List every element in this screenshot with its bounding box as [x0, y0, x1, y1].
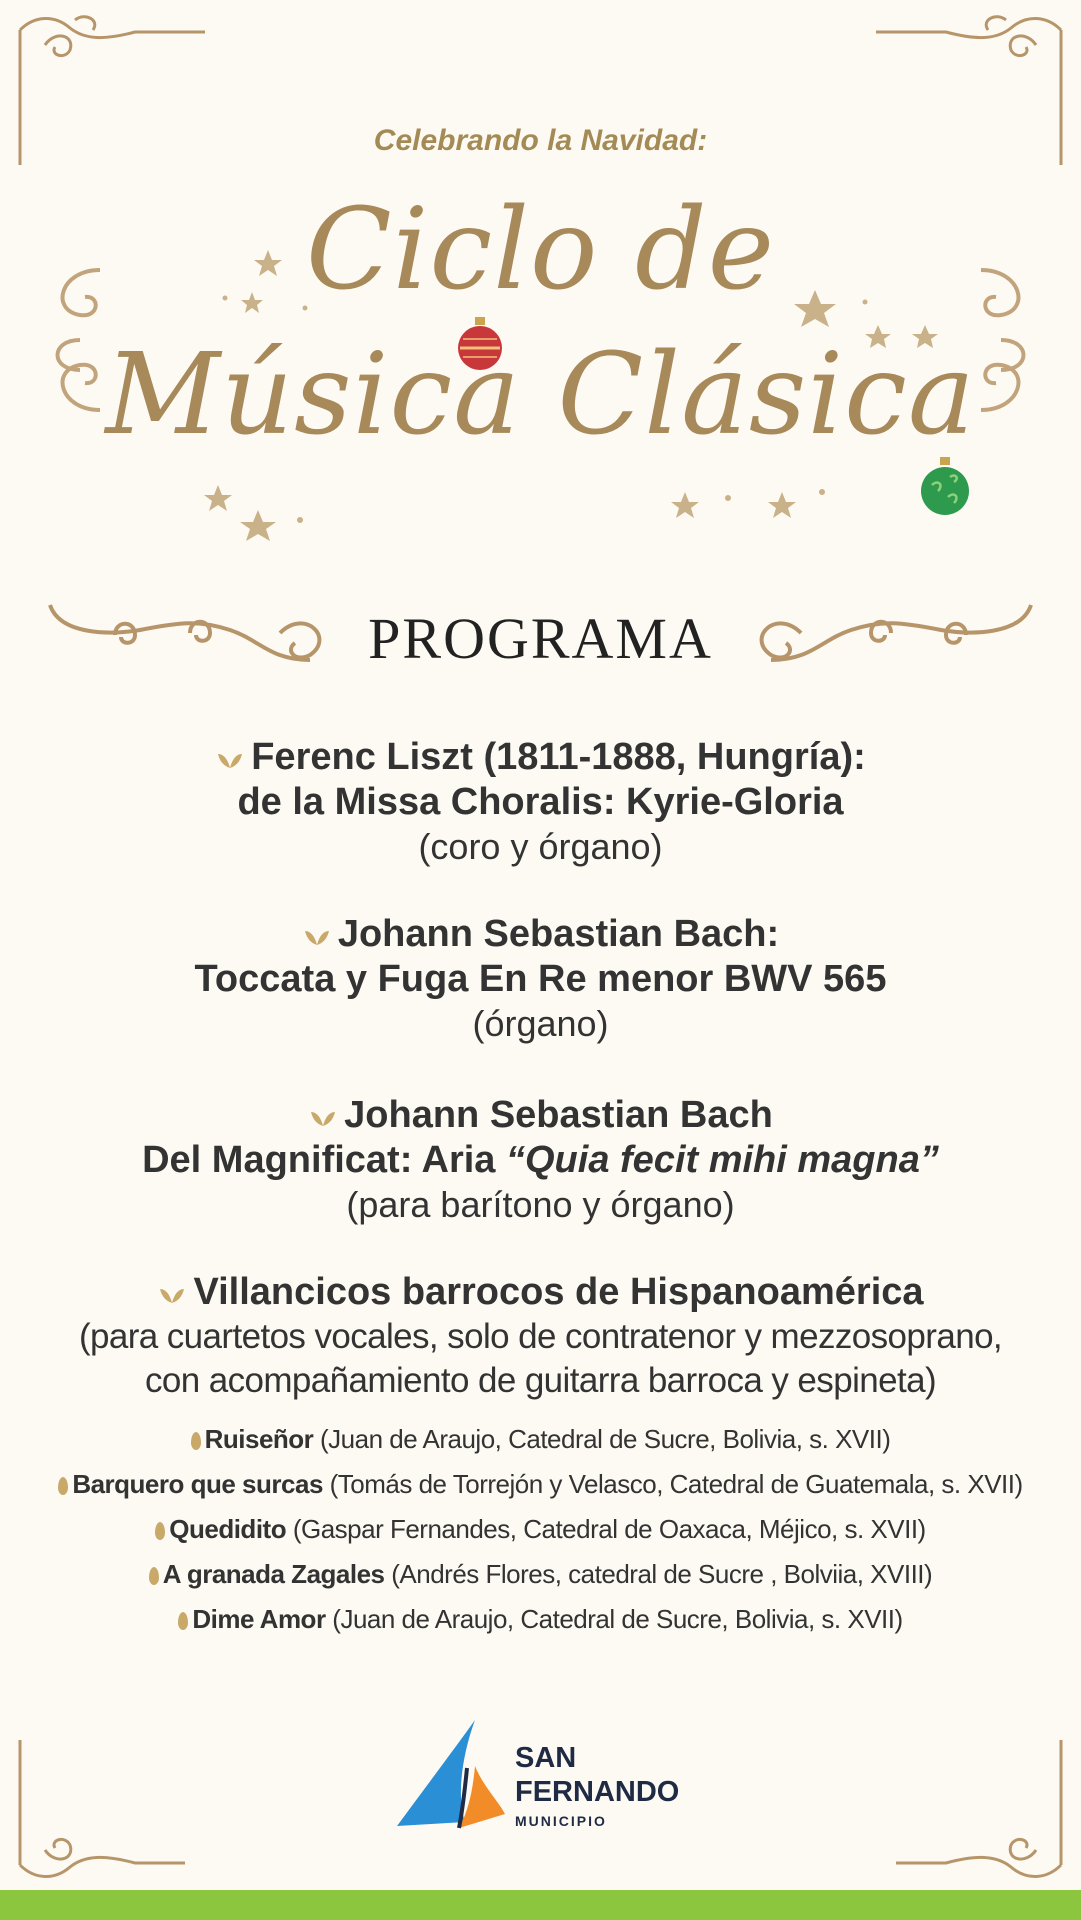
- leaf-icon: [302, 925, 332, 947]
- corner-ornament-bottom-left: [15, 1735, 215, 1885]
- logo-text-municipio: MUNICIPIO: [515, 1813, 607, 1829]
- item-title-line: Toccata y Fuga En Re menor BWV 565: [194, 958, 887, 1000]
- subtitle: Celebrando la Navidad:: [373, 124, 708, 157]
- title-line-1: Ciclo de: [305, 185, 776, 315]
- villancicos-list: [0, 1417, 1081, 1642]
- list-item: Barquero que surcas (Tomás de Torrejón y Velasco, Catedral de Guatemala, s. XVII): [0, 1462, 1081, 1507]
- green-bauble-ornament: [918, 455, 972, 519]
- drop-bullet-icon: [178, 1612, 188, 1630]
- leaf-icon: [308, 1106, 338, 1128]
- item-title-line: Johann Sebastian Bach: [344, 1094, 773, 1136]
- list-item: A granada Zagales (Andrés Flores, catedral de Sucre , Bolviia, XVIII): [0, 1552, 1081, 1597]
- title-line-2: Música Clásica: [105, 330, 976, 460]
- item-title-line: Johann Sebastian Bach:: [337, 913, 780, 955]
- item-note-line: con acompañamiento de guitarra barroca y espineta): [144, 1361, 937, 1400]
- drop-bullet-icon: [191, 1432, 201, 1450]
- item-title-line: Villancicos barrocos de Hispanoamérica: [193, 1271, 924, 1313]
- leaf-icon: [157, 1283, 187, 1305]
- san-fernando-logo-icon: [395, 1718, 505, 1833]
- item-title-line: Del Magnificat: Aria: [142, 1139, 506, 1181]
- program-item-1: [0, 735, 1081, 869]
- section-heading: PROGRAMA: [368, 606, 713, 671]
- aria-title: “Quia fecit mihi magna”: [506, 1139, 939, 1181]
- corner-ornament-bottom-right: [866, 1735, 1066, 1885]
- drop-bullet-icon: [155, 1522, 165, 1540]
- logo-text-fernando: FERNANDO: [515, 1776, 680, 1808]
- list-item: Dime Amor (Juan de Araujo, Catedral de Sucre, Bolivia, s. XVII): [0, 1597, 1081, 1642]
- list-item: Ruiseñor (Juan de Araujo, Catedral de Sucre, Bolivia, s. XVII): [0, 1417, 1081, 1462]
- program-item-4: [0, 1270, 1081, 1403]
- item-note: (órgano): [472, 1003, 609, 1044]
- program-item-2: [0, 912, 1081, 1046]
- leaf-icon: [215, 748, 245, 770]
- item-note: (para barítono y órgano): [346, 1184, 735, 1225]
- item-title-line: Ferenc Liszt (1811-1888, Hungría):: [251, 736, 866, 778]
- item-note: (coro y órgano): [418, 826, 663, 867]
- list-item: Quedidito (Gaspar Fernandes, Catedral de Oaxaca, Méjico, s. XVII): [0, 1507, 1081, 1552]
- logo-text-san: SAN: [515, 1742, 577, 1774]
- program-item-3: [0, 1093, 1081, 1227]
- drop-bullet-icon: [58, 1477, 68, 1495]
- drop-bullet-icon: [149, 1567, 159, 1585]
- item-title-line: de la Missa Choralis: Kyrie-Gloria: [237, 781, 844, 823]
- footer-color-bar: [0, 1890, 1081, 1920]
- item-note-line: (para cuartetos vocales, solo de contratenor y mezzosoprano,: [78, 1317, 1003, 1356]
